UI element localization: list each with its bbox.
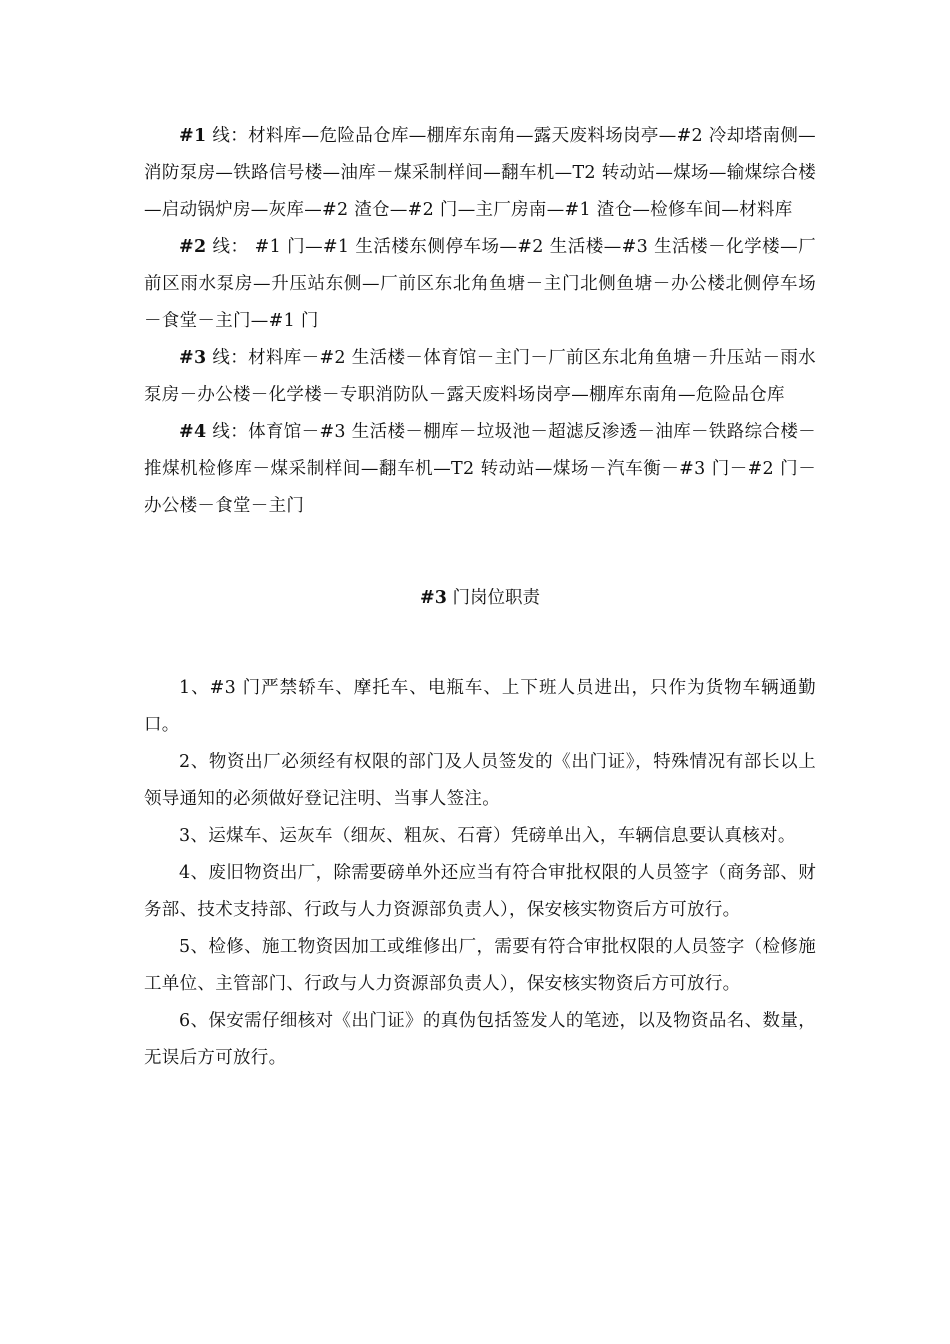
duty-item-3: 3、运煤车、运灰车（细灰、粗灰、石膏）凭磅单出入，车辆信息要认真核对。 [179, 826, 796, 846]
duty-item-6: 6、保安需仔细核对《出门证》的真伪包括签发人的笔迹，以及物资品名、数量，无误后方可放行。 [144, 1011, 816, 1068]
route-text: 线：材料库—危险品仓库—棚库东南角—露天废料场岗亭—#2 冷却塔南侧—消防泵房—铁路信号楼—油库－煤采制样间—翻车机—T2 转动站—煤场—输煤综合楼—启动锅炉房—灰库—#2 渣仓—#2 门—主厂房南—#1 渣仓—检修车间—材料库 [144, 126, 816, 220]
route-paragraph-3 [144, 340, 816, 414]
route-label: #4 [179, 422, 207, 442]
duties-list [144, 670, 816, 1077]
duty-item-4: 4、废旧物资出厂，除需要磅单外还应当有符合审批权限的人员签字（商务部、财务部、技术支持部、行政与人力资源部负责人），保安核实物资后方可放行。 [144, 863, 816, 920]
route-label: #1 [179, 126, 207, 146]
section-title [144, 580, 816, 617]
document-page [144, 118, 816, 1077]
duty-item-1: 1、#3 门严禁轿车、摩托车、电瓶车、上下班人员进出，只作为货物车辆通勤口。 [144, 678, 816, 735]
section-title-number: #3 [420, 588, 447, 608]
route-paragraph-4 [144, 414, 816, 525]
route-label: #2 [179, 237, 207, 257]
section-title-text: 门岗位职责 [446, 588, 540, 608]
duty-item-5: 5、检修、施工物资因加工或维修出厂，需要有符合审批权限的人员签字（检修施工单位、主管部门、行政与人力资源部负责人），保安核实物资后方可放行。 [144, 937, 816, 994]
duty-item-2: 2、物资出厂必须经有权限的部门及人员签发的《出门证》，特殊情况有部长以上领导通知的必须做好登记注明、当事人签注。 [144, 752, 816, 809]
route-label: #3 [179, 348, 207, 368]
route-text: 线： #1 门—#1 生活楼东侧停车场—#2 生活楼—#3 生活楼－化学楼—厂前区雨水泵房—升压站东侧—厂前区东北角鱼塘－主门北侧鱼塘－办公楼北侧停车场－食堂－主门—#1 门 [144, 237, 816, 331]
route-paragraph-1 [144, 118, 816, 229]
route-text: 线：体育馆－#3 生活楼－棚库－垃圾池－超滤反渗透－油库－铁路综合楼－推煤机检修库－煤采制样间—翻车机—T2 转动站—煤场－汽车衡－#3 门－#2 门－办公楼－食堂－主门 [144, 422, 816, 516]
patrol-routes [144, 118, 816, 525]
route-paragraph-2 [144, 229, 816, 340]
route-text: 线：材料库－#2 生活楼－体育馆－主门－厂前区东北角鱼塘－升压站－雨水泵房－办公楼－化学楼－专职消防队－露天废料场岗亭—棚库东南角—危险品仓库 [144, 348, 816, 405]
